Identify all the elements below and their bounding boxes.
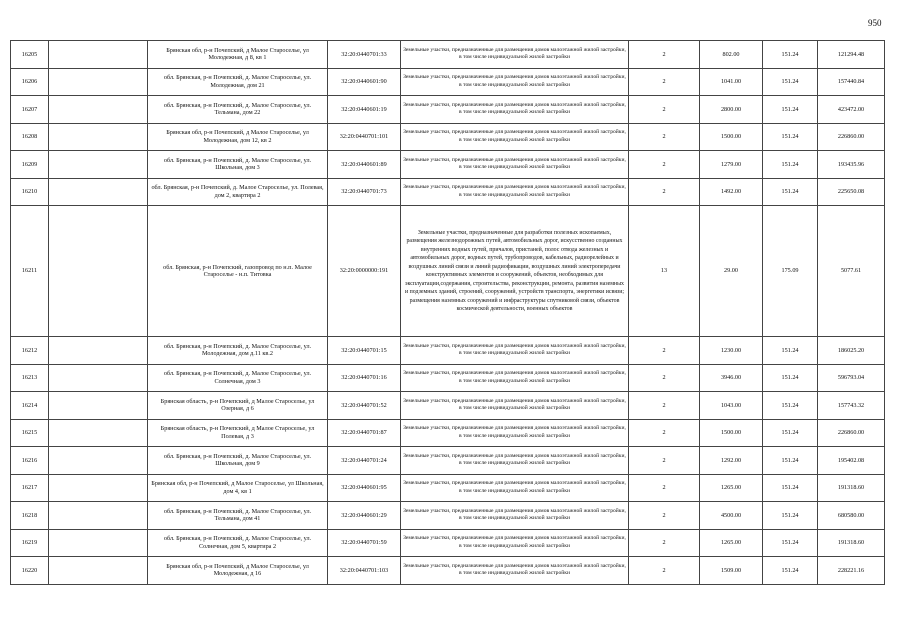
address-cell: обл. Брянская, р-н Почепский, д. Малое Старосельe, ул. Тельмана, дом 41 — [148, 502, 328, 530]
cadastral-number-cell: 32:20:0000000:191 — [328, 206, 401, 337]
empty-cell — [49, 502, 148, 530]
land-use-cell: Земельные участки, предназначенные для размещения домов малоэтажной жилой застройки, в том числе индивидуальной жилой застройки — [401, 392, 629, 420]
cadastral-number-cell: 32:20:0440601:89 — [328, 151, 401, 179]
cadastral-number-cell: 32:20:0440701:52 — [328, 392, 401, 420]
area-cell: 1492.00 — [700, 178, 763, 206]
record-number-cell: 16220 — [11, 557, 49, 585]
table-row — [11, 392, 885, 420]
table-row — [11, 502, 885, 530]
land-use-cell: Земельные участки, предназначенные для размещения домов малоэтажной жилой застройки, в том числе индивидуальной жилой застройки — [401, 419, 629, 447]
cadastral-value-table — [10, 40, 885, 585]
address-cell: обл. Брянская, р-н Почепский, д. Малое Старосельe, ул. Солнечная, дом 5, квартира 2 — [148, 529, 328, 557]
cadastral-value-cell: 226860.00 — [818, 419, 885, 447]
record-number-cell: 16208 — [11, 123, 49, 151]
specific-value-cell: 175.09 — [763, 206, 818, 337]
area-cell: 1265.00 — [700, 474, 763, 502]
cadastral-value-cell: 157440.84 — [818, 68, 885, 96]
empty-cell — [49, 337, 148, 365]
specific-value-cell: 151.24 — [763, 68, 818, 96]
address-cell: обл. Брянская, р-н Почепский, д. Малое Старосельe, ул. Школьная, дом 3 — [148, 151, 328, 179]
cadastral-number-cell: 32:20:0440701:16 — [328, 364, 401, 392]
record-number-cell: 16217 — [11, 474, 49, 502]
record-number-cell: 16213 — [11, 364, 49, 392]
group-code-cell: 2 — [629, 557, 700, 585]
empty-cell — [49, 529, 148, 557]
address-cell: Брянская обл, р-н Почепский, д Малое Старосельe, ул Молодежная, дом 12, кв 2 — [148, 123, 328, 151]
address-cell: обл. Брянская, р-н Почепский, д. Малое Старосельe, ул. Школьная, дом 9 — [148, 447, 328, 475]
cadastral-value-cell: 228221.16 — [818, 557, 885, 585]
record-number-cell: 16206 — [11, 68, 49, 96]
area-cell: 1265.00 — [700, 529, 763, 557]
specific-value-cell: 151.24 — [763, 502, 818, 530]
specific-value-cell: 151.24 — [763, 474, 818, 502]
land-use-cell: Земельные участки, предназначенные для размещения домов малоэтажной жилой застройки, в том числе индивидуальной жилой застройки — [401, 529, 629, 557]
record-number-cell: 16214 — [11, 392, 49, 420]
area-cell: 1500.00 — [700, 123, 763, 151]
empty-cell — [49, 557, 148, 585]
address-cell: обл. Брянская, р-н Почепский, д. Малое Старосельe, ул. Молодежная, дом д.11 кв.2 — [148, 337, 328, 365]
address-cell: Брянская обл, р-н Почепский, д Малое Старосельe, ул Молодежная, д 8, кв 1 — [148, 41, 328, 69]
specific-value-cell: 151.24 — [763, 178, 818, 206]
area-cell: 29.00 — [700, 206, 763, 337]
cadastral-value-cell: 193435.96 — [818, 151, 885, 179]
land-use-cell: Земельные участки, предназначенные для размещения домов малоэтажной жилой застройки, в том числе индивидуальной жилой застройки — [401, 96, 629, 124]
land-use-cell: Земельные участки, предназначенные для размещения домов малоэтажной жилой застройки, в том числе индивидуальной жилой застройки — [401, 474, 629, 502]
empty-cell — [49, 96, 148, 124]
cadastral-number-cell: 32:20:0440601:19 — [328, 96, 401, 124]
cadastral-number-cell: 32:20:0440701:73 — [328, 178, 401, 206]
address-cell: обл. Брянская, р-н Почепский, д. Малое Старосельe, ул. Полевая, дом 2, квартира 2 — [148, 178, 328, 206]
specific-value-cell: 151.24 — [763, 529, 818, 557]
cadastral-number-cell: 32:20:0440701:103 — [328, 557, 401, 585]
group-code-cell: 13 — [629, 206, 700, 337]
cadastral-value-cell: 423472.00 — [818, 96, 885, 124]
cadastral-number-cell: 32:20:0440701:59 — [328, 529, 401, 557]
cadastral-value-cell: 157743.32 — [818, 392, 885, 420]
group-code-cell: 2 — [629, 447, 700, 475]
cadastral-number-cell: 32:20:0440701:87 — [328, 419, 401, 447]
land-use-cell: Земельные участки, предназначенные для размещения домов малоэтажной жилой застройки, в том числе индивидуальной жилой застройки — [401, 337, 629, 365]
area-cell: 4500.00 — [700, 502, 763, 530]
land-use-cell: Земельные участки, предназначенные для размещения домов малоэтажной жилой застройки, в том числе индивидуальной жилой застройки — [401, 41, 629, 69]
empty-cell — [49, 447, 148, 475]
cadastral-value-cell: 186025.20 — [818, 337, 885, 365]
specific-value-cell: 151.24 — [763, 96, 818, 124]
table-row — [11, 41, 885, 69]
empty-cell — [49, 474, 148, 502]
address-cell: Брянская обл, р-н Почепский, д Малое Старосельe, ул Молодежная, д 16 — [148, 557, 328, 585]
address-cell: обл. Брянская, р-н Почепский, д. Малое Старосельe, ул. Молодежная, дом 21 — [148, 68, 328, 96]
table-row — [11, 364, 885, 392]
area-cell: 1041.00 — [700, 68, 763, 96]
land-use-cell: Земельные участки, предназначенные для размещения домов малоэтажной жилой застройки, в том числе индивидуальной жилой застройки — [401, 502, 629, 530]
record-number-cell: 16212 — [11, 337, 49, 365]
cadastral-number-cell: 32:20:0440701:101 — [328, 123, 401, 151]
table-row — [11, 474, 885, 502]
empty-cell — [49, 206, 148, 337]
specific-value-cell: 151.24 — [763, 419, 818, 447]
empty-cell — [49, 364, 148, 392]
table-body — [11, 41, 885, 585]
area-cell: 1500.00 — [700, 419, 763, 447]
address-cell: обл. Брянская, р-н Почепский, д. Малое Старосельe, ул. Тельмана, дом 22 — [148, 96, 328, 124]
specific-value-cell: 151.24 — [763, 123, 818, 151]
address-cell: Брянская область, р-н Почепский, д Малое Старосельe, ул Озерная, д 6 — [148, 392, 328, 420]
cadastral-value-cell: 195402.08 — [818, 447, 885, 475]
land-use-cell: Земельные участки, предназначенные для размещения домов малоэтажной жилой застройки, в том числе индивидуальной жилой застройки — [401, 364, 629, 392]
land-use-cell: Земельные участки, предназначенные для размещения домов малоэтажной жилой застройки, в том числе индивидуальной жилой застройки — [401, 178, 629, 206]
group-code-cell: 2 — [629, 392, 700, 420]
land-use-cell: Земельные участки, предназначенные для размещения домов малоэтажной жилой застройки, в том числе индивидуальной жилой застройки — [401, 68, 629, 96]
specific-value-cell: 151.24 — [763, 447, 818, 475]
group-code-cell: 2 — [629, 364, 700, 392]
record-number-cell: 16216 — [11, 447, 49, 475]
cadastral-number-cell: 32:20:0440601:95 — [328, 474, 401, 502]
area-cell: 1279.00 — [700, 151, 763, 179]
record-number-cell: 16207 — [11, 96, 49, 124]
cadastral-value-cell: 680580.00 — [818, 502, 885, 530]
address-cell: Брянская область, р-н Почепский, д Малое Старосельe, ул Полевая, д 3 — [148, 419, 328, 447]
group-code-cell: 2 — [629, 96, 700, 124]
address-cell: обл. Брянская, р-н Почепский, д. Малое Старосельe, ул. Солнечная, дом 3 — [148, 364, 328, 392]
empty-cell — [49, 68, 148, 96]
area-cell: 1509.00 — [700, 557, 763, 585]
record-number-cell: 16218 — [11, 502, 49, 530]
empty-cell — [49, 151, 148, 179]
table-row — [11, 529, 885, 557]
specific-value-cell: 151.24 — [763, 364, 818, 392]
specific-value-cell: 151.24 — [763, 41, 818, 69]
group-code-cell: 2 — [629, 123, 700, 151]
empty-cell — [49, 392, 148, 420]
group-code-cell: 2 — [629, 502, 700, 530]
record-number-cell: 16210 — [11, 178, 49, 206]
table-row — [11, 419, 885, 447]
group-code-cell: 2 — [629, 529, 700, 557]
specific-value-cell: 151.24 — [763, 557, 818, 585]
empty-cell — [49, 178, 148, 206]
cadastral-value-cell: 5077.61 — [818, 206, 885, 337]
cadastral-number-cell: 32:20:0440701:33 — [328, 41, 401, 69]
table-row — [11, 557, 885, 585]
cadastral-value-cell: 121294.48 — [818, 41, 885, 69]
area-cell: 802.00 — [700, 41, 763, 69]
cadastral-value-cell: 191318.60 — [818, 474, 885, 502]
record-number-cell: 16211 — [11, 206, 49, 337]
record-number-cell: 16205 — [11, 41, 49, 69]
record-number-cell: 16219 — [11, 529, 49, 557]
table-row — [11, 178, 885, 206]
empty-cell — [49, 123, 148, 151]
cadastral-number-cell: 32:20:0440601:29 — [328, 502, 401, 530]
area-cell: 2800.00 — [700, 96, 763, 124]
table-row — [11, 68, 885, 96]
table-row — [11, 96, 885, 124]
land-use-cell: Земельные участки, предназначенные для разработки полезных ископаемых, размещения железнодорожных путей, автомобильных дорог, искусственно созданных внутренних водных путей, причалов, пристаней, полос отвода железных и автомобильных дорог, водных путей, трубопроводов, кабельных, радиорелейных и воздушных линий связи и линий радиофикации, воздушных линий электропередачи конструктивных элементов и сооружений, объектов, необходимых для эксплуатации,содержания, строительства, реконструкции, ремонта, развития наземных и подземных зданий, строений, сооружений, устройств транспорта, энергетики исвязи; размещения наземных сооружений и инфраструктуры спутниковой связи, объектов космической деятельности, военных объектов — [401, 206, 629, 337]
land-use-cell: Земельные участки, предназначенные для размещения домов малоэтажной жилой застройки, в том числе индивидуальной жилой застройки — [401, 557, 629, 585]
group-code-cell: 2 — [629, 474, 700, 502]
address-cell: обл. Брянская, р-н Почепский, газопровод по н.п. Малое Старосельe - н.п. Титовка — [148, 206, 328, 337]
table-row — [11, 447, 885, 475]
address-cell: Брянская обл, р-н Почепский, д Малое Старосельe, ул Школьная, дом 4, кв 1 — [148, 474, 328, 502]
area-cell: 1292.00 — [700, 447, 763, 475]
area-cell: 1230.00 — [700, 337, 763, 365]
area-cell: 1043.00 — [700, 392, 763, 420]
land-use-cell: Земельные участки, предназначенные для размещения домов малоэтажной жилой застройки, в том числе индивидуальной жилой застройки — [401, 447, 629, 475]
cadastral-value-cell: 226860.00 — [818, 123, 885, 151]
specific-value-cell: 151.24 — [763, 151, 818, 179]
table-row — [11, 151, 885, 179]
cadastral-number-cell: 32:20:0440601:90 — [328, 68, 401, 96]
record-number-cell: 16209 — [11, 151, 49, 179]
cadastral-value-cell: 191318.60 — [818, 529, 885, 557]
land-use-cell: Земельные участки, предназначенные для размещения домов малоэтажной жилой застройки, в том числе индивидуальной жилой застройки — [401, 151, 629, 179]
table-row — [11, 206, 885, 337]
cadastral-number-cell: 32:20:0440701:24 — [328, 447, 401, 475]
area-cell: 3946.00 — [700, 364, 763, 392]
cadastral-number-cell: 32:20:0440701:15 — [328, 337, 401, 365]
cadastral-value-cell: 596793.04 — [818, 364, 885, 392]
land-use-cell: Земельные участки, предназначенные для размещения домов малоэтажной жилой застройки, в том числе индивидуальной жилой застройки — [401, 123, 629, 151]
record-number-cell: 16215 — [11, 419, 49, 447]
table-row — [11, 337, 885, 365]
group-code-cell: 2 — [629, 68, 700, 96]
cadastral-value-cell: 225650.08 — [818, 178, 885, 206]
group-code-cell: 2 — [629, 151, 700, 179]
empty-cell — [49, 419, 148, 447]
specific-value-cell: 151.24 — [763, 337, 818, 365]
group-code-cell: 2 — [629, 419, 700, 447]
table-row — [11, 123, 885, 151]
specific-value-cell: 151.24 — [763, 392, 818, 420]
group-code-cell: 2 — [629, 41, 700, 69]
group-code-cell: 2 — [629, 337, 700, 365]
group-code-cell: 2 — [629, 178, 700, 206]
empty-cell — [49, 41, 148, 69]
page-number: 950 — [868, 18, 882, 28]
